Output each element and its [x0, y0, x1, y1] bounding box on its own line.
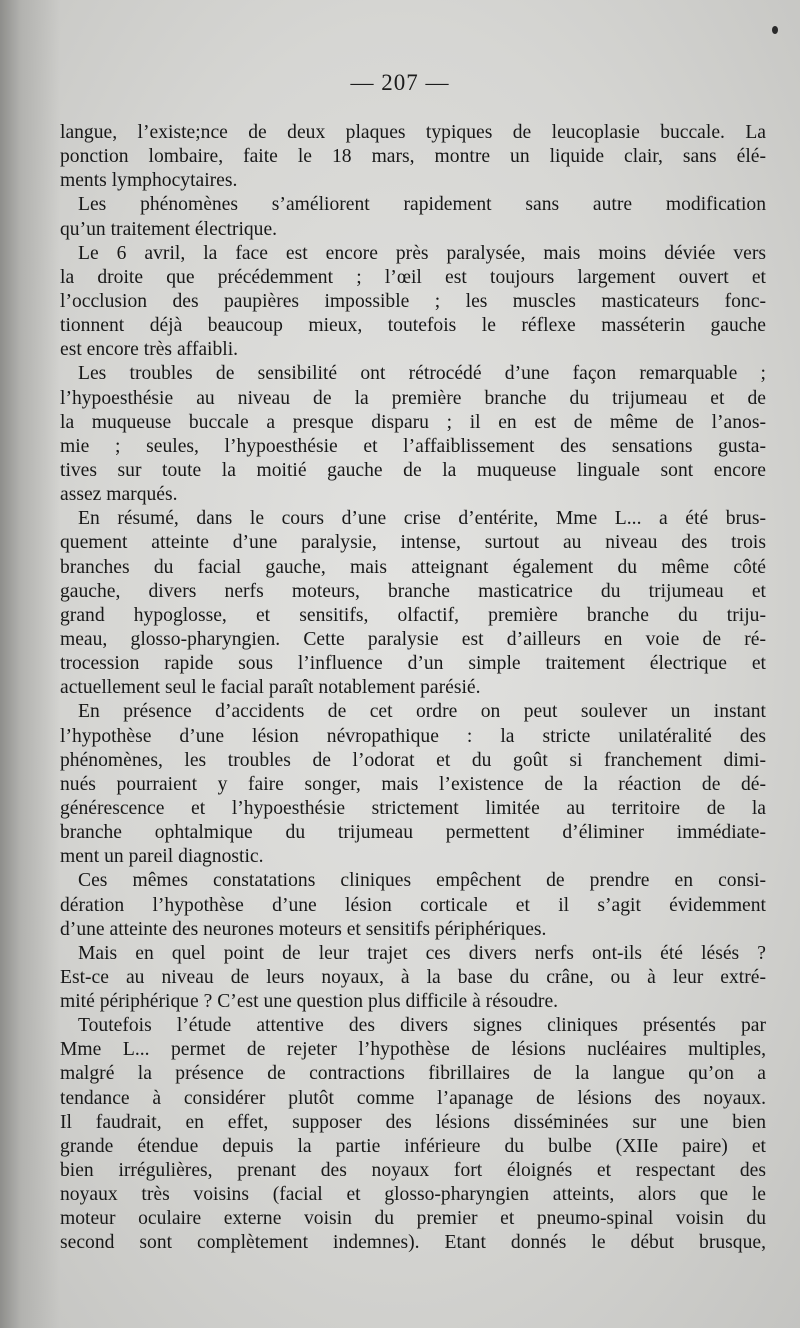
ink-speck [772, 26, 778, 34]
text-line: trocession rapide sous l’influence d’un simple traitement électrique et [60, 653, 766, 675]
text-line: Les phénomènes s’améliorent rapidement sans autre modification [78, 194, 766, 216]
text-line: dération l’hypothèse d’une lésion corticale et il s’agit évidemment [60, 894, 766, 916]
text-line: actuellement seul le facial paraît notablement parésié. [60, 677, 481, 699]
text-line: second sont complètement indemnes). Etant donnés le début brusque, [60, 1232, 766, 1254]
text-line: générescence et l’hypoesthésie strictement limitée au territoire de la [60, 797, 766, 819]
text-line: la droite que précédemment ; l’œil est toujours largement ouvert et [60, 266, 766, 288]
text-line: Mme L... permet de rejeter l’hypothèse de lésions nucléaires multiples, [60, 1039, 766, 1061]
text-line: mie ; seules, l’hypoesthésie et l’affaiblissement des sensations gusta- [60, 435, 766, 457]
text-line: Toutefois l’étude attentive des divers signes cliniques présentés par [78, 1015, 766, 1037]
paragraph [60, 700, 766, 869]
text-line: malgré la présence de contractions fibrillaires de la langue qu’on a [60, 1063, 766, 1085]
paragraph [60, 242, 766, 363]
text-line: En résumé, dans le cours d’une crise d’entérite, Mme L... a été brus- [78, 508, 766, 530]
text-line: nués pourraient y faire songer, mais l’existence de la réaction de dé- [60, 773, 766, 795]
text-line: l’hypoesthésie au niveau de la première branche du trijumeau et de [60, 387, 766, 409]
text-line: ment un pareil diagnostic. [60, 846, 264, 868]
paragraph [60, 507, 766, 700]
paragraph [60, 942, 766, 1014]
text-line: tionnent déjà beaucoup mieux, toutefois le réflexe masséterin gauche [60, 315, 766, 337]
text-line: la muqueuse buccale a presque disparu ; il en est de même de l’anos- [60, 411, 766, 433]
text-line: Est-ce au niveau de leurs noyaux, à la base du crâne, ou à leur extré- [60, 966, 766, 988]
text-line: langue, l’existe;nce de deux plaques typiques de leucoplasie buccale. La [60, 122, 766, 143]
text-line: moteur oculaire externe voisin du premier et pneumo-spinal voisin du [60, 1208, 766, 1230]
text-line: bien irrégulières, prenant des noyaux fort éloignés et respectant des [60, 1160, 766, 1182]
text-line: ments lymphocytaires. [60, 170, 238, 192]
text-line: meau, glosso-pharyngien. Cette paralysie est d’ailleurs en voie de ré- [60, 628, 766, 650]
text-line: quement atteinte d’une paralysie, intense, surtout au niveau des trois [60, 532, 766, 554]
text-line: l’occlusion des paupières impossible ; les muscles masticateurs fonc- [60, 290, 766, 312]
text-line: tendance à considérer plutôt comme l’apanage de lésions des noyaux. [60, 1087, 766, 1109]
body-text [60, 121, 766, 1256]
text-line: assez marqués. [60, 484, 178, 506]
text-line: ponction lombaire, faite le 18 mars, montre un liquide clair, sans élé- [60, 146, 766, 168]
text-line: Mais en quel point de leur trajet ces divers nerfs ont-ils été lésés ? [78, 942, 766, 964]
text-line: est encore très affaibli. [60, 339, 239, 361]
text-line: En présence d’accidents de cet ordre on peut soulever un instant [78, 701, 766, 723]
text-line: Les troubles de sensibilité ont rétrocédé d’une façon remarquable ; [78, 363, 766, 385]
paragraph [60, 362, 766, 507]
paragraph [60, 869, 766, 941]
text-line: mité périphérique ? C’est une question plus difficile à résoudre. [60, 991, 559, 1013]
text-line: grand hypoglosse, et sensitifs, olfactif, première branche du triju- [60, 604, 766, 626]
paragraph [60, 1014, 766, 1255]
text-line: qu’un traitement électrique. [60, 218, 278, 240]
text-line: branche ophtalmique du trijumeau permettent d’éliminer immédiate- [60, 822, 766, 844]
text-line: tives sur toute la moitié gauche de la muqueuse linguale sont encore [60, 459, 766, 481]
text-line: gauche, divers nerfs moteurs, branche masticatrice du trijumeau et [60, 580, 766, 602]
binding-shadow [0, 0, 60, 1328]
paragraph [60, 193, 766, 241]
text-line: Ces mêmes constatations cliniques empêchent de prendre en consi- [78, 870, 766, 892]
page-number: — 207 — [350, 70, 450, 95]
paragraph [60, 121, 766, 193]
text-line: d’une atteinte des neurones moteurs et sensitifs périphériques. [60, 918, 547, 940]
text-line: grande étendue depuis la partie inférieure du bulbe (XIIe paire) et [60, 1135, 766, 1157]
text-line: phénomènes, les troubles de l’odorat et du goût si franchement dimi- [60, 749, 766, 771]
text-line: branches du facial gauche, mais atteignant également du même côté [60, 556, 766, 578]
text-line: l’hypothèse d’une lésion névropathique : la stricte unilatéralité des [60, 725, 766, 747]
text-line: noyaux très voisins (facial et glosso-pharyngien atteints, alors que le [60, 1184, 766, 1206]
text-line: Il faudrait, en effet, supposer des lésions disséminées sur une bien [60, 1111, 766, 1133]
text-line: Le 6 avril, la face est encore près paralysée, mais moins déviée vers [78, 242, 766, 264]
